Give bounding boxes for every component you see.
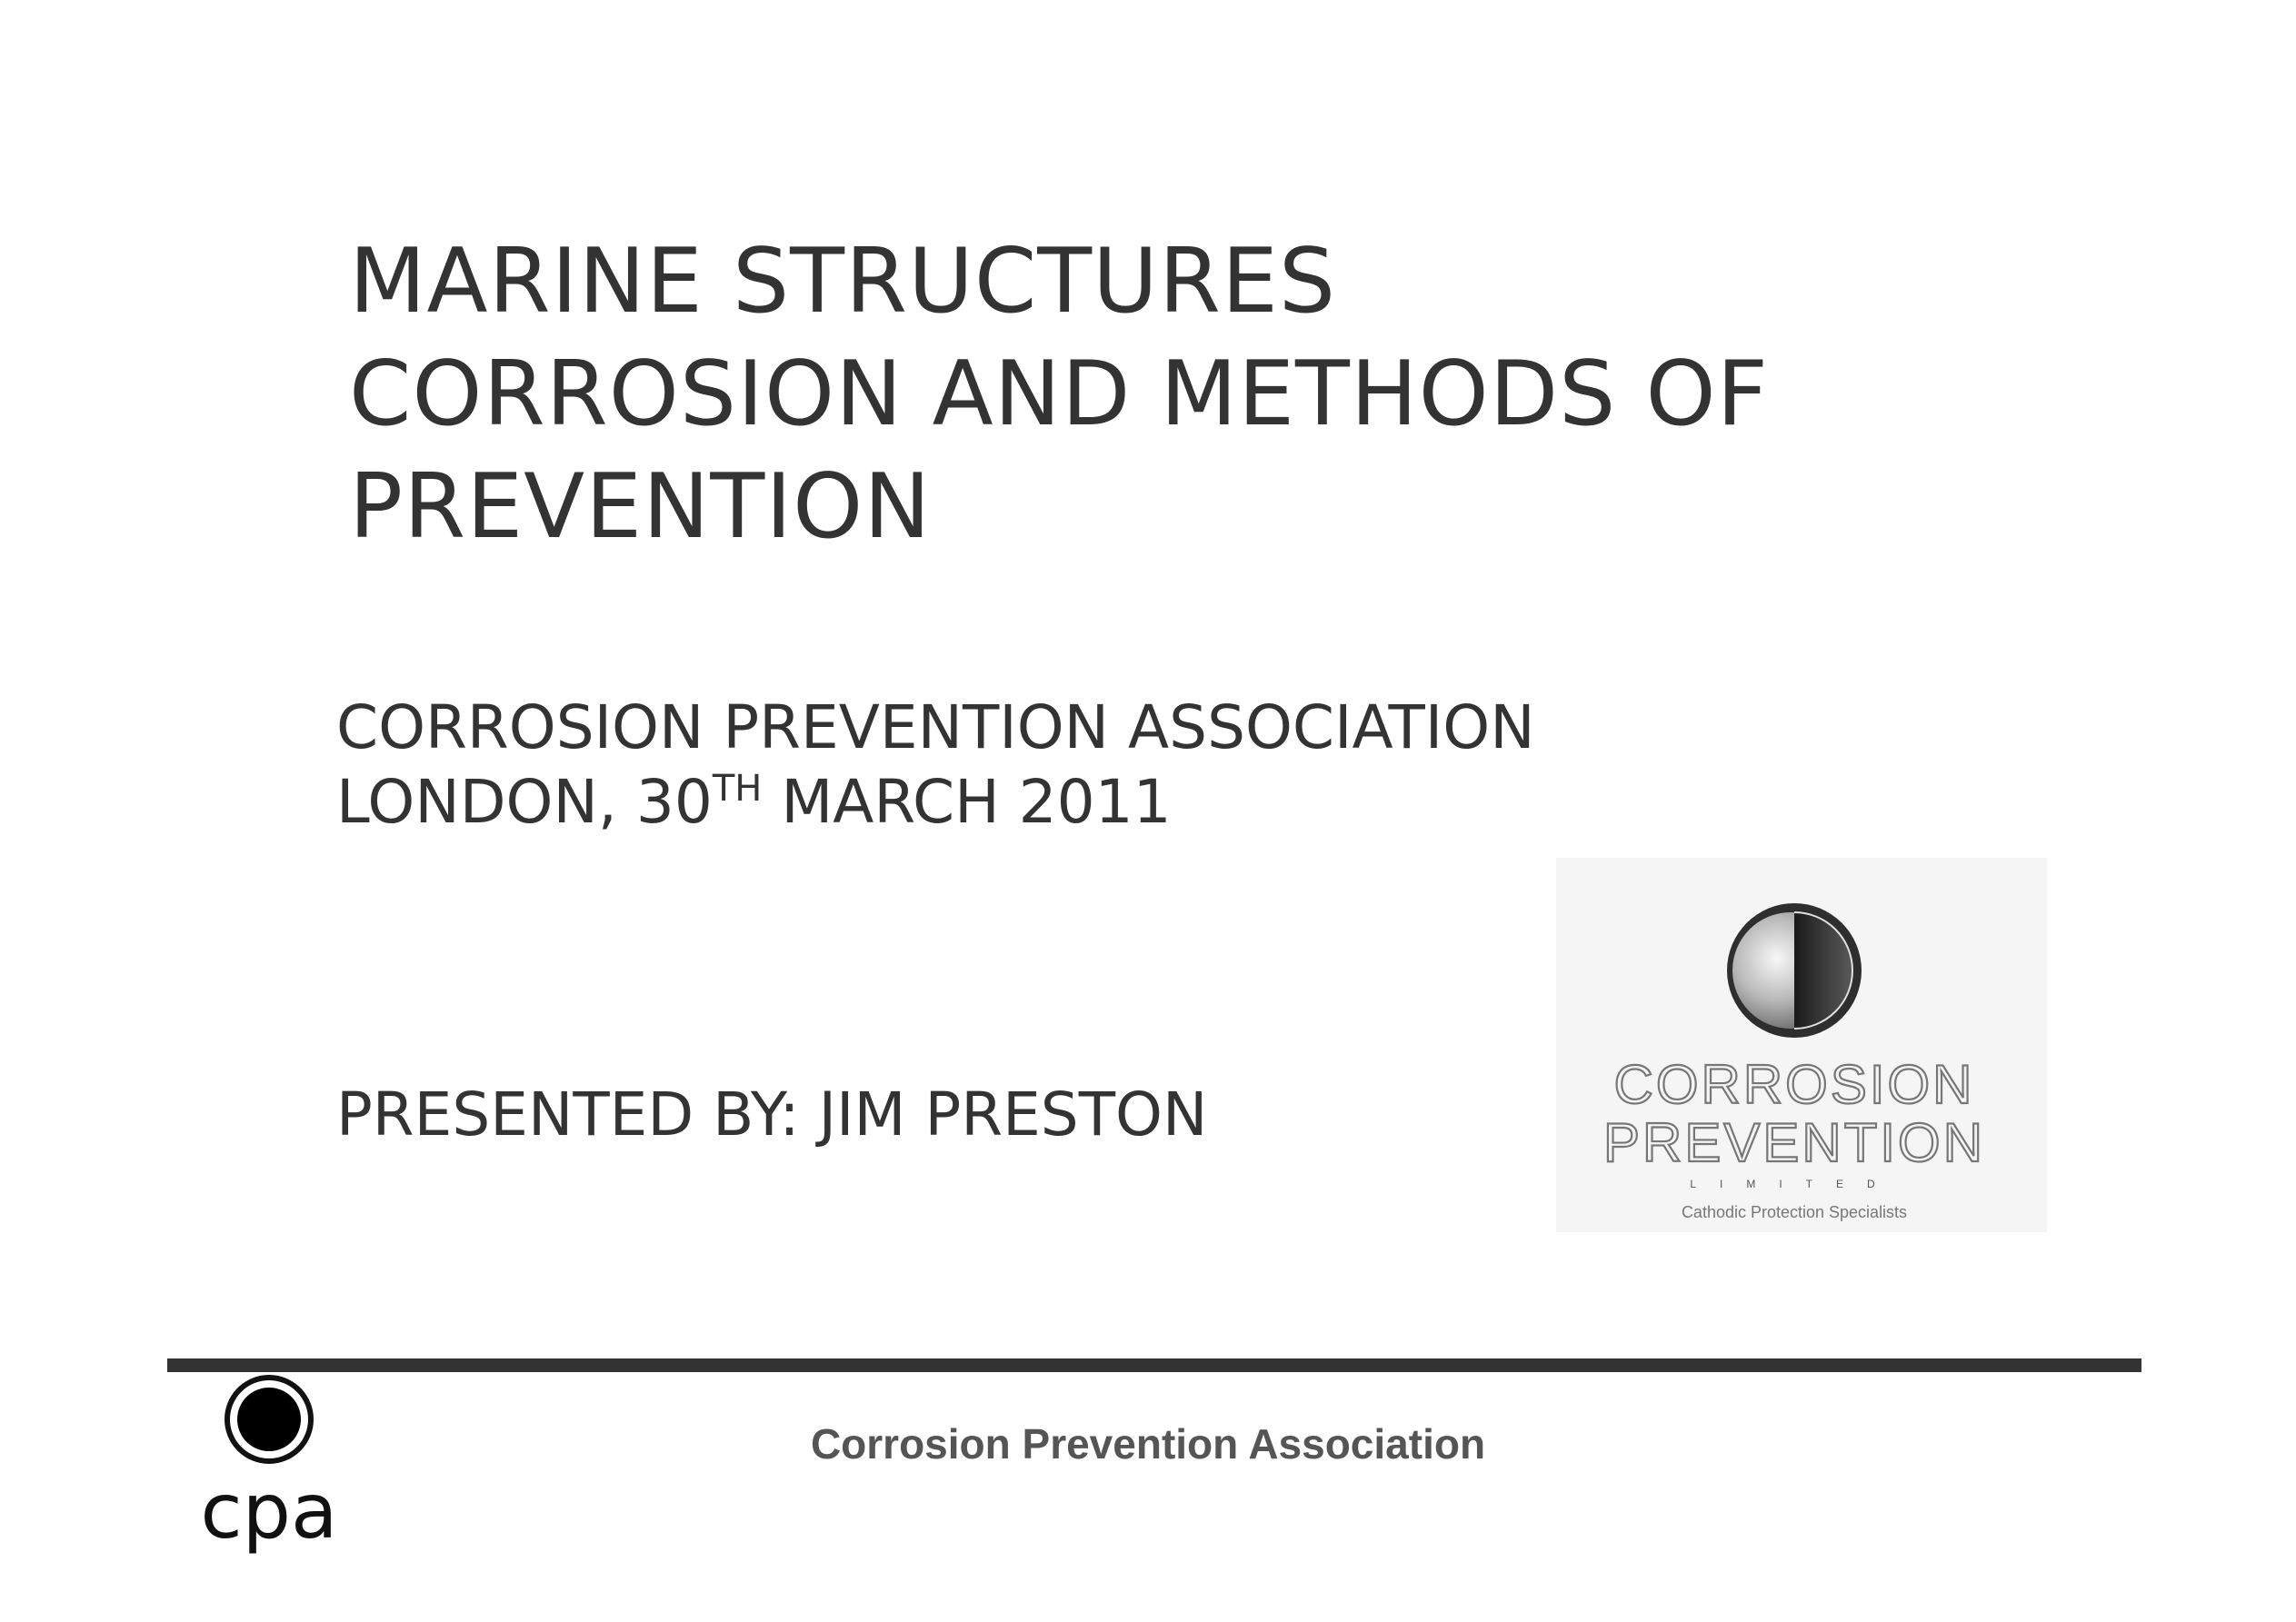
presenter-line xyxy=(336,1078,1207,1152)
event-date-suffix: MARCH 2011 xyxy=(762,767,1172,837)
logo-tagline: Cathodic Protection Specialists xyxy=(1681,1203,1908,1221)
title-line-1: MARINE STRUCTURES xyxy=(349,230,1337,333)
logo-name-line-1: CORROSION xyxy=(1613,1054,1975,1115)
half-shaded-sphere-icon xyxy=(1727,903,1862,1038)
event-date-prefix: LONDON, 30 xyxy=(336,767,713,837)
event-date xyxy=(336,765,1535,840)
footer-organization-name: Corrosion Prevention Association xyxy=(810,1420,1486,1468)
logo-name-line-2: PREVENTION xyxy=(1602,1112,1986,1173)
title-line-3: PREVENTION xyxy=(349,455,932,559)
cpa-logo-text: cpa xyxy=(200,1467,338,1556)
event-organization: CORROSION PREVENTION ASSOCIATION xyxy=(336,692,1535,762)
event-details xyxy=(336,691,1535,840)
slide-title xyxy=(349,225,1769,563)
event-date-superscript: TH xyxy=(712,768,763,810)
presenter-label: PRESENTED BY: xyxy=(336,1080,800,1149)
presenter-name: JIM PRESTON xyxy=(818,1080,1208,1149)
footer-rule xyxy=(167,1358,2141,1372)
corrosion-prevention-limited-logo xyxy=(1556,858,2047,1232)
logo-name-line-3: LIMITED xyxy=(1690,1178,1899,1190)
title-line-2: CORROSION AND METHODS OF xyxy=(349,343,1770,446)
